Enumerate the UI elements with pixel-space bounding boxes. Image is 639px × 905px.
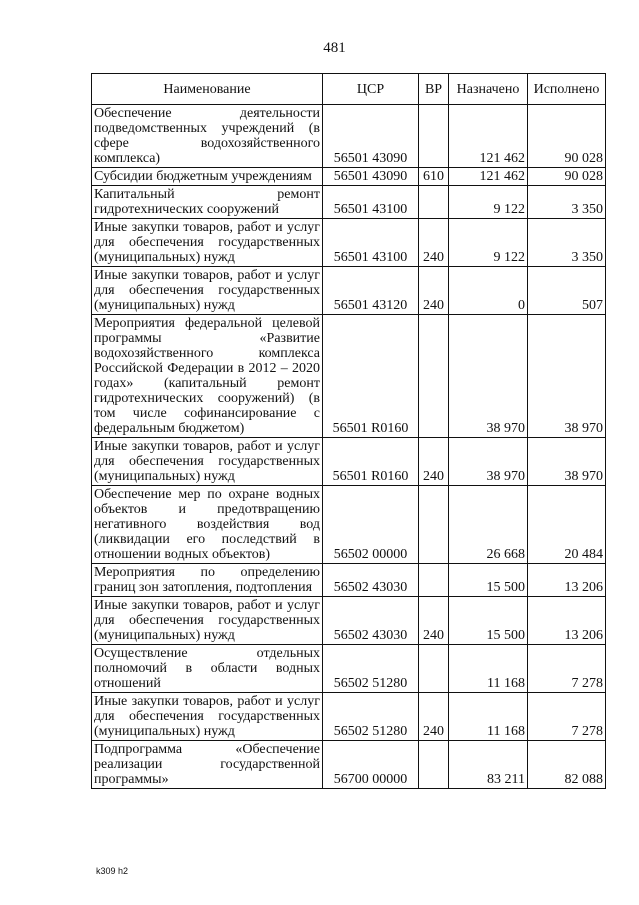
row-vr-cell: [419, 486, 449, 564]
table-row: [92, 267, 606, 315]
row-assigned-cell: 9 122: [449, 186, 528, 219]
table-row: [92, 564, 606, 597]
row-executed-cell: 3 350: [528, 219, 606, 267]
row-assigned-cell: 121 462: [449, 105, 528, 168]
row-assigned-cell: 15 500: [449, 597, 528, 645]
row-csr-cell: 56501 R0160: [323, 315, 419, 438]
table-row: [92, 597, 606, 645]
row-csr-cell: 56502 43030: [323, 564, 419, 597]
row-name-cell: Мероприятия федеральной целевой программы «Развитие водохозяйственного комплекса Российской Федерации в 2012 – 2020 годах» (капитальный ремонт гидротехнических сооружений) (в том числе софинансирование с федеральным бюджетом): [92, 315, 323, 438]
row-name-cell: Мероприятия по определению границ зон затопления, подтопления: [92, 564, 323, 597]
row-vr-cell: [419, 105, 449, 168]
row-csr-cell: 56502 43030: [323, 597, 419, 645]
row-vr-cell: [419, 186, 449, 219]
table-row: [92, 741, 606, 789]
row-name-cell: Иные закупки товаров, работ и услуг для обеспечения государственных (муниципальных) нужд: [92, 267, 323, 315]
row-executed-cell: 82 088: [528, 741, 606, 789]
table-row: [92, 486, 606, 564]
row-executed-cell: 13 206: [528, 564, 606, 597]
row-executed-cell: 507: [528, 267, 606, 315]
table-body: [92, 105, 606, 789]
row-name-cell: Капитальный ремонт гидротехнических сооружений: [92, 186, 323, 219]
row-assigned-cell: 38 970: [449, 315, 528, 438]
table-row: [92, 105, 606, 168]
row-name-cell: Подпрограмма «Обеспечение реализации государственной программы»: [92, 741, 323, 789]
row-name-cell: Субсидии бюджетным учреждениям: [92, 168, 323, 186]
row-executed-cell: 7 278: [528, 693, 606, 741]
row-csr-cell: 56502 00000: [323, 486, 419, 564]
header-name: Наименование: [92, 74, 323, 105]
header-vr: ВР: [419, 74, 449, 105]
row-vr-cell: [419, 564, 449, 597]
row-csr-cell: 56501 43100: [323, 219, 419, 267]
row-assigned-cell: 38 970: [449, 438, 528, 486]
header-csr: ЦСР: [323, 74, 419, 105]
row-assigned-cell: 15 500: [449, 564, 528, 597]
row-vr-cell: 240: [419, 267, 449, 315]
row-assigned-cell: 83 211: [449, 741, 528, 789]
page-number: 481: [323, 40, 346, 56]
row-name-cell: Обеспечение мер по охране водных объектов и предотвращению негативного воздействия вод (ликвидации его последствий в отношении водных объектов): [92, 486, 323, 564]
footer-code: k309 h2: [96, 866, 129, 876]
row-csr-cell: 56501 43090: [323, 105, 419, 168]
row-vr-cell: [419, 645, 449, 693]
table-row: [92, 168, 606, 186]
table-row: [92, 219, 606, 267]
row-executed-cell: 38 970: [528, 315, 606, 438]
row-name-cell: Обеспечение деятельности подведомственных учреждений (в сфере водохозяйственного комплекса): [92, 105, 323, 168]
row-assigned-cell: 11 168: [449, 645, 528, 693]
row-vr-cell: 240: [419, 219, 449, 267]
row-vr-cell: 240: [419, 693, 449, 741]
header-assigned: Назначено: [449, 74, 528, 105]
budget-table: [91, 73, 606, 789]
table-row: [92, 186, 606, 219]
row-name-cell: Иные закупки товаров, работ и услуг для обеспечения государственных (муниципальных) нужд: [92, 438, 323, 486]
row-executed-cell: 90 028: [528, 105, 606, 168]
row-name-cell: Осуществление отдельных полномочий в области водных отношений: [92, 645, 323, 693]
row-assigned-cell: 11 168: [449, 693, 528, 741]
row-vr-cell: 240: [419, 438, 449, 486]
row-csr-cell: 56501 43100: [323, 186, 419, 219]
row-vr-cell: [419, 315, 449, 438]
row-csr-cell: 56501 R0160: [323, 438, 419, 486]
row-csr-cell: 56501 43120: [323, 267, 419, 315]
table-row: [92, 438, 606, 486]
row-vr-cell: 240: [419, 597, 449, 645]
row-assigned-cell: 26 668: [449, 486, 528, 564]
table-row: [92, 645, 606, 693]
row-csr-cell: 56501 43090: [323, 168, 419, 186]
row-assigned-cell: 0: [449, 267, 528, 315]
table-row: [92, 315, 606, 438]
row-executed-cell: 90 028: [528, 168, 606, 186]
row-executed-cell: 38 970: [528, 438, 606, 486]
row-csr-cell: 56700 00000: [323, 741, 419, 789]
row-assigned-cell: 9 122: [449, 219, 528, 267]
row-executed-cell: 13 206: [528, 597, 606, 645]
table-row: [92, 693, 606, 741]
table-header-row: [92, 74, 606, 105]
row-name-cell: Иные закупки товаров, работ и услуг для обеспечения государственных (муниципальных) нужд: [92, 219, 323, 267]
row-assigned-cell: 121 462: [449, 168, 528, 186]
row-csr-cell: 56502 51280: [323, 645, 419, 693]
row-executed-cell: 7 278: [528, 645, 606, 693]
header-executed: Исполнено: [528, 74, 606, 105]
row-vr-cell: 610: [419, 168, 449, 186]
row-vr-cell: [419, 741, 449, 789]
row-name-cell: Иные закупки товаров, работ и услуг для обеспечения государственных (муниципальных) нужд: [92, 597, 323, 645]
row-executed-cell: 20 484: [528, 486, 606, 564]
row-executed-cell: 3 350: [528, 186, 606, 219]
row-name-cell: Иные закупки товаров, работ и услуг для обеспечения государственных (муниципальных) нужд: [92, 693, 323, 741]
row-csr-cell: 56502 51280: [323, 693, 419, 741]
